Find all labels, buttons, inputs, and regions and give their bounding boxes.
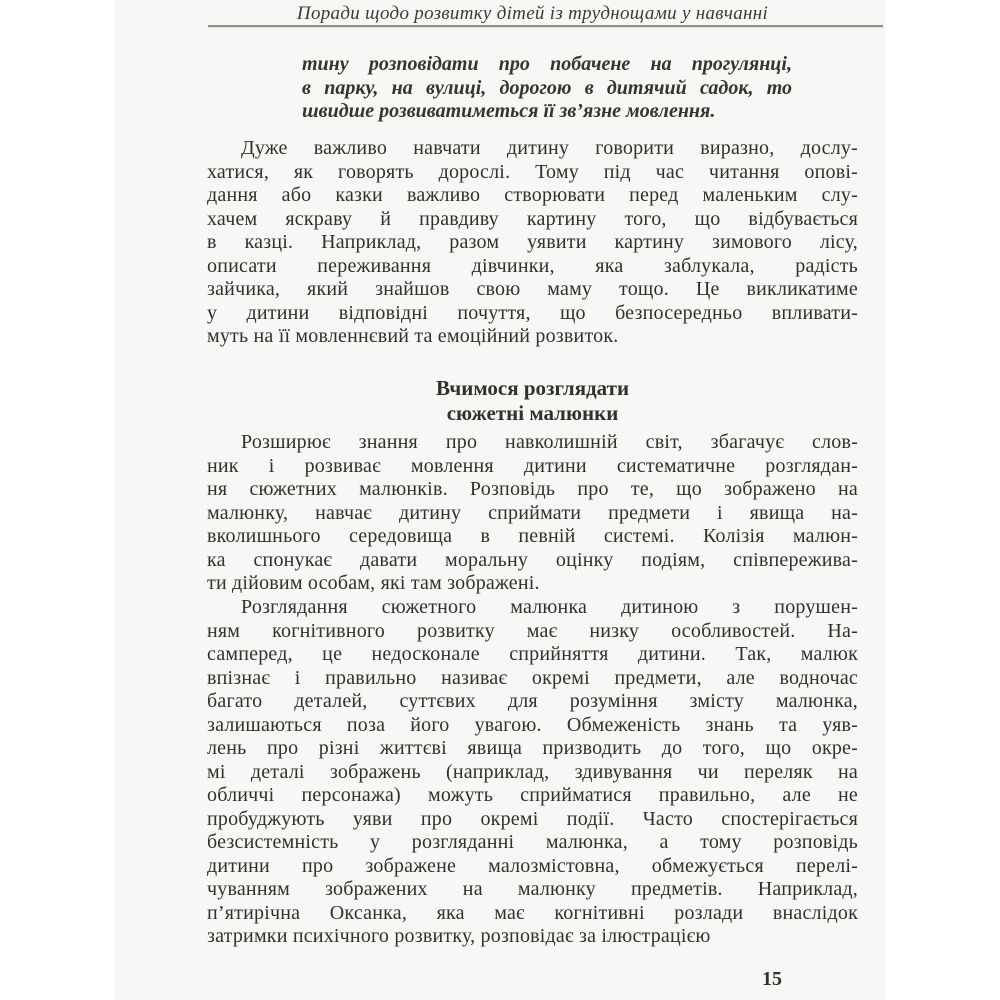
- text-line: Вчимося розглядати: [435, 376, 630, 400]
- paragraph-2: [207, 431, 858, 596]
- text-line: п’ятирічна Оксанка, яка має когнітивні розлади внаслідок: [207, 901, 858, 924]
- text-line: багато деталей, суттєвих для розуміння змісту малюнка,: [207, 690, 858, 712]
- book-page: [115, 0, 885, 1000]
- text-line: зайчика, який знайшов свою маму тощо. Це викликатиме: [207, 278, 858, 300]
- section-heading: [207, 376, 858, 426]
- text-line: Дуже важливо навчати дитину говорити виразно, дослу-: [241, 137, 858, 159]
- text-line: ня сюжетних малюнків. Розповідь про те, що зображено на: [207, 478, 858, 500]
- text-line: в парку, на вулиці, дорогою в дитячий садок, то: [302, 76, 792, 99]
- text-line: ка спонукає давати моральну оцінку подіям, співпережива-: [207, 548, 858, 571]
- text-column: [207, 0, 858, 1000]
- text-line: у дитини відповідні почуття, що безпосередньо впливати-: [207, 301, 858, 324]
- text-line: муть на її мовленнєвий та емоційний розвиток.: [207, 325, 619, 347]
- text-line: дитини про зображене малозмістовна, обмежується перелі-: [207, 854, 858, 877]
- paragraph-3: [207, 596, 858, 949]
- text-line: безсистемність у розгляданні малюнка, а тому розповідь: [207, 831, 858, 853]
- running-header: Поради щодо розвитку дітей із труднощами у навчанні: [296, 3, 769, 24]
- text-line: сюжетні малюнки: [446, 401, 619, 425]
- page-number: 15: [762, 968, 782, 990]
- text-line: затримки психічного розвитку, розповідає за ілюстрацією: [207, 925, 711, 947]
- text-line: хачем яскраву й правдиву картину того, що відбувається: [207, 207, 858, 230]
- text-line: тину розповідати про побачене на прогулянці,: [302, 53, 792, 75]
- text-line: впізнає і правильно називає окремі предмети, але водночас: [207, 666, 858, 689]
- text-line: хатися, як говорять дорослі. Тому під час читання опові-: [207, 160, 858, 183]
- text-line: ник і розвиває мовлення дитини систематичне розглядан-: [207, 454, 858, 477]
- text-line: чуванням зображених на малюнку предметів. Наприклад,: [207, 878, 858, 900]
- text-line: обличчі персонажа) можуть сприйматися правильно, але не: [207, 784, 858, 806]
- text-line: самперед, це недосконале сприйняття дитини. Так, малюк: [207, 643, 858, 665]
- text-line: в казці. Наприклад, разом уявити картину зимового лісу,: [207, 231, 858, 253]
- text-line: ням когнітивного розвитку має низку особливостей. На-: [207, 619, 858, 642]
- text-line: залишаються поза його увагою. Обмеженість знань та уяв-: [207, 713, 858, 736]
- text-line: Розширює знання про навколишній світ, збагачує слов-: [241, 431, 858, 453]
- epigraph-italic-block: [302, 53, 792, 124]
- paragraph-1: [207, 137, 858, 349]
- text-line: дання або казки важливо створювати перед маленьким слу-: [207, 184, 858, 206]
- text-line: Розглядання сюжетного малюнка дитиною з порушен-: [241, 596, 858, 618]
- text-line: мі деталі зображень (наприклад, здивування чи переляк на: [207, 760, 858, 783]
- text-line: швидше розвиватиметься її зв’язне мовлення.: [302, 100, 716, 122]
- text-line: малюнку, навчає дитину сприймати предмети і явища на-: [207, 501, 858, 524]
- text-line: описати переживання дівчинки, яка заблукала, радість: [207, 254, 858, 277]
- text-line: вколишнього середовища в певній системі. Колізія малюн-: [207, 525, 858, 547]
- text-line: ти дійовим особам, які там зображені.: [207, 572, 540, 594]
- text-line: пробуджують уяви про окремі події. Часто спостерігається: [207, 807, 858, 830]
- header-rule-divider: [208, 25, 883, 28]
- text-line: лень про різні життєві явища призводить до того, що окре-: [207, 737, 858, 759]
